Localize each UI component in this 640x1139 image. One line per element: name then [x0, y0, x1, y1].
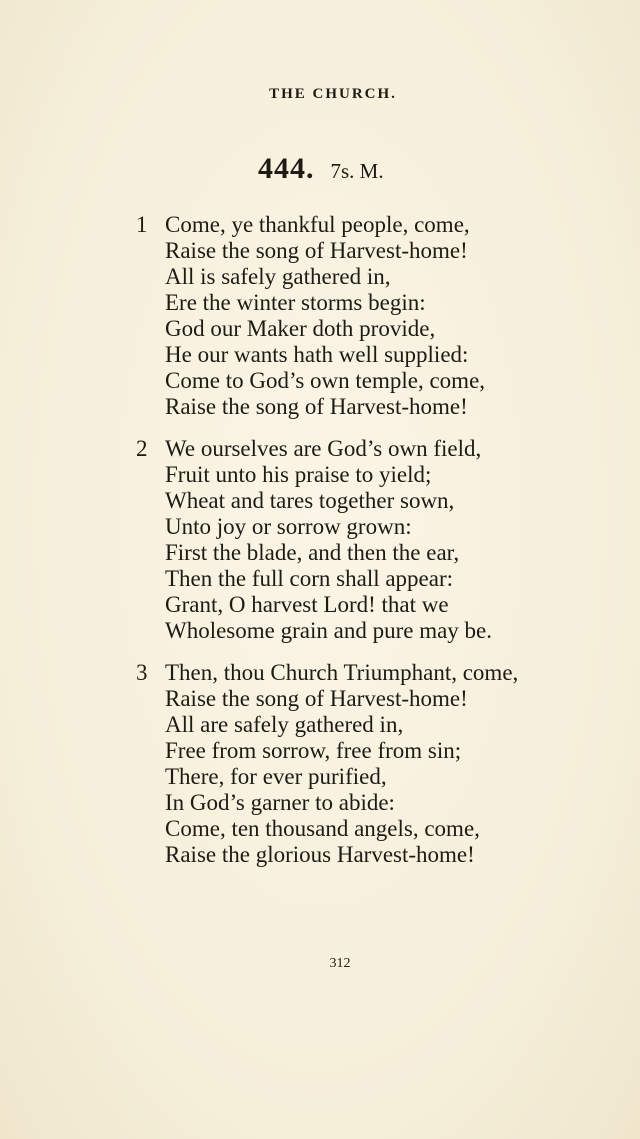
verse-line: Raise the song of Harvest-home!	[165, 686, 468, 711]
stanza-number: 3	[136, 660, 148, 685]
verse-line: Grant, O harvest Lord! that we	[165, 592, 449, 617]
stanza-lines	[165, 212, 485, 420]
verse-line: Come, ten thousand angels, come,	[165, 816, 480, 841]
verse-line: Then, thou Church Triumphant, come,	[165, 660, 519, 685]
verse-line: Ere the winter storms begin:	[165, 290, 426, 315]
verse-line: He our wants hath well supplied:	[165, 342, 469, 367]
verse-line: Come to God’s own temple, come,	[165, 368, 486, 393]
stanza-number: 2	[136, 436, 148, 461]
stanza-number: 1	[136, 212, 148, 237]
running-head: THE CHURCH.	[269, 86, 397, 102]
verse-line: God our Maker doth provide,	[165, 316, 436, 341]
verse-line: Fruit unto his praise to yield;	[165, 462, 432, 487]
hymn-meter: 7s. M.	[330, 159, 384, 183]
verse-line: In God’s garner to abide:	[165, 790, 395, 815]
verse-line: Come, ye thankful people, come,	[165, 212, 470, 237]
verse-line: All are safely gathered in,	[165, 712, 404, 737]
verse-line: Unto joy or sorrow grown:	[165, 514, 412, 539]
verse-line: We ourselves are God’s own field,	[165, 436, 482, 461]
verse-line: Raise the song of Harvest-home!	[165, 238, 468, 263]
verse-line: First the blade, and then the ear,	[165, 540, 460, 565]
page-number: 312	[329, 956, 351, 971]
verse-line: Free from sorrow, free from sin;	[165, 738, 462, 763]
verse-line: Wheat and tares together sown,	[165, 488, 455, 513]
stanza-lines	[165, 436, 492, 644]
verse-line: Raise the glorious Harvest-home!	[165, 842, 475, 867]
verse-line: Wholesome grain and pure may be.	[165, 618, 492, 643]
verse-line: Then the full corn shall appear:	[165, 566, 454, 591]
verse-line: Raise the song of Harvest-home!	[165, 394, 468, 419]
hymn-number: 444.	[258, 152, 315, 185]
hymn-heading	[258, 152, 384, 186]
verse-line: There, for ever purified,	[165, 764, 387, 789]
stanza-lines	[165, 660, 518, 868]
verse-line: All is safely gathered in,	[165, 264, 391, 289]
